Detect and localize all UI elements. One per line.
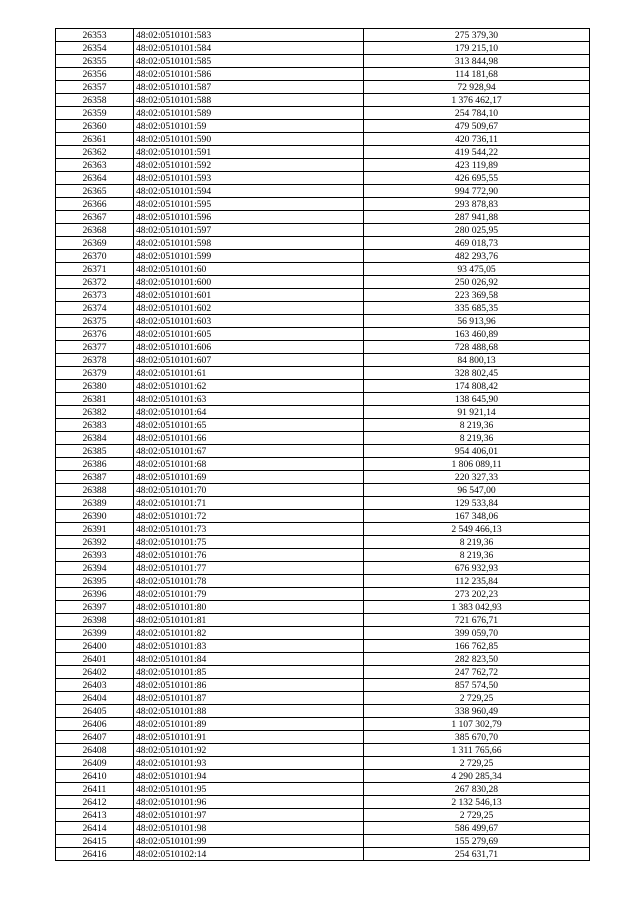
table-row [56, 796, 590, 809]
cadastral-value-cell: 223 369,58 [364, 289, 590, 302]
row-number-cell: 26400 [56, 640, 134, 653]
row-number-cell: 26370 [56, 250, 134, 263]
row-number-cell: 26408 [56, 744, 134, 757]
row-number-cell: 26389 [56, 497, 134, 510]
table-row [56, 81, 590, 94]
table-row [56, 666, 590, 679]
cadastral-value-cell: 174 808,42 [364, 380, 590, 393]
cadastral-number-cell: 48:02:0510101:81 [134, 614, 364, 627]
row-number-cell: 26395 [56, 575, 134, 588]
cadastral-value-cell: 84 800,13 [364, 354, 590, 367]
cadastral-value-cell: 2 729,25 [364, 757, 590, 770]
cadastral-value-cell: 72 928,94 [364, 81, 590, 94]
row-number-cell: 26383 [56, 419, 134, 432]
cadastral-value-cell: 954 406,01 [364, 445, 590, 458]
row-number-cell: 26391 [56, 523, 134, 536]
cadastral-number-cell: 48:02:0510101:67 [134, 445, 364, 458]
row-number-cell: 26411 [56, 783, 134, 796]
cadastral-number-cell: 48:02:0510101:586 [134, 68, 364, 81]
cadastral-value-cell: 280 025,95 [364, 224, 590, 237]
cadastral-number-cell: 48:02:0510101:92 [134, 744, 364, 757]
cadastral-number-cell: 48:02:0510101:585 [134, 55, 364, 68]
cadastral-number-cell: 48:02:0510101:73 [134, 523, 364, 536]
table-row [56, 185, 590, 198]
cadastral-value-cell: 254 784,10 [364, 107, 590, 120]
cadastral-number-cell: 48:02:0510101:78 [134, 575, 364, 588]
table-row [56, 263, 590, 276]
row-number-cell: 26378 [56, 354, 134, 367]
table-row [56, 211, 590, 224]
table-row [56, 783, 590, 796]
cadastral-value-cell: 250 026,92 [364, 276, 590, 289]
cadastral-number-cell: 48:02:0510101:94 [134, 770, 364, 783]
cadastral-value-cell: 8 219,36 [364, 536, 590, 549]
table-row [56, 692, 590, 705]
cadastral-number-cell: 48:02:0510101:70 [134, 484, 364, 497]
cadastral-number-cell: 48:02:0510101:59 [134, 120, 364, 133]
row-number-cell: 26414 [56, 822, 134, 835]
table-row [56, 29, 590, 42]
table-row [56, 120, 590, 133]
table-row [56, 614, 590, 627]
table-row [56, 809, 590, 822]
table-row [56, 731, 590, 744]
row-number-cell: 26356 [56, 68, 134, 81]
cadastral-number-cell: 48:02:0510101:595 [134, 198, 364, 211]
cadastral-value-cell: 1 107 302,79 [364, 718, 590, 731]
cadastral-number-cell: 48:02:0510101:594 [134, 185, 364, 198]
cadastral-number-cell: 48:02:0510101:87 [134, 692, 364, 705]
table-row [56, 42, 590, 55]
cadastral-number-cell: 48:02:0510101:96 [134, 796, 364, 809]
cadastral-number-cell: 48:02:0510101:65 [134, 419, 364, 432]
table-row [56, 289, 590, 302]
table-row [56, 432, 590, 445]
cadastral-number-cell: 48:02:0510101:89 [134, 718, 364, 731]
cadastral-number-cell: 48:02:0510101:71 [134, 497, 364, 510]
row-number-cell: 26357 [56, 81, 134, 94]
cadastral-number-cell: 48:02:0510101:591 [134, 146, 364, 159]
cadastral-number-cell: 48:02:0510101:606 [134, 341, 364, 354]
row-number-cell: 26402 [56, 666, 134, 679]
cadastral-number-cell: 48:02:0510101:597 [134, 224, 364, 237]
cadastral-value-cell: 138 645,90 [364, 393, 590, 406]
cadastral-value-cell: 2 729,25 [364, 809, 590, 822]
cadastral-value-cell: 728 488,68 [364, 341, 590, 354]
row-number-cell: 26364 [56, 172, 134, 185]
cadastral-value-cell: 338 960,49 [364, 705, 590, 718]
cadastral-number-cell: 48:02:0510101:587 [134, 81, 364, 94]
row-number-cell: 26359 [56, 107, 134, 120]
row-number-cell: 26363 [56, 159, 134, 172]
cadastral-value-cell: 167 348,06 [364, 510, 590, 523]
table-row [56, 679, 590, 692]
cadastral-value-cell: 287 941,88 [364, 211, 590, 224]
cadastral-number-cell: 48:02:0510101:88 [134, 705, 364, 718]
cadastral-value-cell: 385 670,70 [364, 731, 590, 744]
row-number-cell: 26388 [56, 484, 134, 497]
table-row [56, 406, 590, 419]
table-row [56, 770, 590, 783]
cadastral-number-cell: 48:02:0510101:583 [134, 29, 364, 42]
cadastral-number-cell: 48:02:0510101:80 [134, 601, 364, 614]
table-row [56, 822, 590, 835]
cadastral-number-cell: 48:02:0510101:79 [134, 588, 364, 601]
cadastral-number-cell: 48:02:0510101:60 [134, 263, 364, 276]
cadastral-number-cell: 48:02:0510101:83 [134, 640, 364, 653]
row-number-cell: 26386 [56, 458, 134, 471]
cadastral-value-cell: 479 509,67 [364, 120, 590, 133]
row-number-cell: 26405 [56, 705, 134, 718]
table-row [56, 562, 590, 575]
cadastral-value-cell: 586 499,67 [364, 822, 590, 835]
table-row [56, 68, 590, 81]
table-row [56, 159, 590, 172]
cadastral-value-cell: 282 823,50 [364, 653, 590, 666]
cadastral-number-cell: 48:02:0510101:69 [134, 471, 364, 484]
cadastral-number-cell: 48:02:0510101:593 [134, 172, 364, 185]
cadastral-value-cell: 91 921,14 [364, 406, 590, 419]
cadastral-number-cell: 48:02:0510101:84 [134, 653, 364, 666]
cadastral-number-cell: 48:02:0510101:77 [134, 562, 364, 575]
cadastral-number-cell: 48:02:0510101:588 [134, 94, 364, 107]
cadastral-value-cell: 56 913,96 [364, 315, 590, 328]
cadastral-number-cell: 48:02:0510101:95 [134, 783, 364, 796]
cadastral-value-cell: 4 290 285,34 [364, 770, 590, 783]
table-row [56, 224, 590, 237]
table-row [56, 341, 590, 354]
cadastral-number-cell: 48:02:0510101:603 [134, 315, 364, 328]
table-row [56, 588, 590, 601]
table-row [56, 354, 590, 367]
table-row [56, 835, 590, 848]
row-number-cell: 26372 [56, 276, 134, 289]
row-number-cell: 26374 [56, 302, 134, 315]
cadastral-value-cell: 112 235,84 [364, 575, 590, 588]
cadastral-value-cell: 114 181,68 [364, 68, 590, 81]
table-row [56, 302, 590, 315]
row-number-cell: 26401 [56, 653, 134, 666]
cadastral-value-cell: 1 806 089,11 [364, 458, 590, 471]
cadastral-number-cell: 48:02:0510101:598 [134, 237, 364, 250]
cadastral-number-cell: 48:02:0510101:590 [134, 133, 364, 146]
row-number-cell: 26406 [56, 718, 134, 731]
cadastral-value-table [55, 28, 590, 861]
cadastral-value-cell: 482 293,76 [364, 250, 590, 263]
cadastral-value-cell: 1 311 765,66 [364, 744, 590, 757]
row-number-cell: 26416 [56, 848, 134, 861]
cadastral-number-cell: 48:02:0510101:91 [134, 731, 364, 744]
cadastral-number-cell: 48:02:0510101:599 [134, 250, 364, 263]
table-row [56, 250, 590, 263]
row-number-cell: 26361 [56, 133, 134, 146]
row-number-cell: 26380 [56, 380, 134, 393]
table-row [56, 757, 590, 770]
row-number-cell: 26404 [56, 692, 134, 705]
table-row [56, 549, 590, 562]
cadastral-value-cell: 1 376 462,17 [364, 94, 590, 107]
cadastral-number-cell: 48:02:0510101:63 [134, 393, 364, 406]
row-number-cell: 26403 [56, 679, 134, 692]
cadastral-value-cell: 155 279,69 [364, 835, 590, 848]
cadastral-value-cell: 8 219,36 [364, 419, 590, 432]
row-number-cell: 26358 [56, 94, 134, 107]
table-row [56, 744, 590, 757]
cadastral-value-cell: 8 219,36 [364, 432, 590, 445]
row-number-cell: 26412 [56, 796, 134, 809]
table-row [56, 601, 590, 614]
row-number-cell: 26390 [56, 510, 134, 523]
row-number-cell: 26392 [56, 536, 134, 549]
table-row [56, 198, 590, 211]
cadastral-number-cell: 48:02:0510101:605 [134, 328, 364, 341]
row-number-cell: 26355 [56, 55, 134, 68]
cadastral-value-cell: 220 327,33 [364, 471, 590, 484]
cadastral-value-cell: 857 574,50 [364, 679, 590, 692]
table-row [56, 458, 590, 471]
table-row [56, 484, 590, 497]
cadastral-number-cell: 48:02:0510101:589 [134, 107, 364, 120]
row-number-cell: 26399 [56, 627, 134, 640]
row-number-cell: 26368 [56, 224, 134, 237]
row-number-cell: 26375 [56, 315, 134, 328]
table-row [56, 848, 590, 861]
cadastral-number-cell: 48:02:0510101:600 [134, 276, 364, 289]
cadastral-number-cell: 48:02:0510101:76 [134, 549, 364, 562]
cadastral-value-cell: 994 772,90 [364, 185, 590, 198]
table-row [56, 497, 590, 510]
cadastral-value-cell: 293 878,83 [364, 198, 590, 211]
table-row [56, 237, 590, 250]
cadastral-number-cell: 48:02:0510101:607 [134, 354, 364, 367]
cadastral-value-cell: 2 729,25 [364, 692, 590, 705]
row-number-cell: 26373 [56, 289, 134, 302]
cadastral-value-cell: 275 379,30 [364, 29, 590, 42]
row-number-cell: 26385 [56, 445, 134, 458]
table-row [56, 705, 590, 718]
table-row [56, 367, 590, 380]
row-number-cell: 26379 [56, 367, 134, 380]
row-number-cell: 26413 [56, 809, 134, 822]
table-body [56, 29, 590, 861]
cadastral-value-cell: 273 202,23 [364, 588, 590, 601]
row-number-cell: 26371 [56, 263, 134, 276]
cadastral-number-cell: 48:02:0510101:62 [134, 380, 364, 393]
cadastral-number-cell: 48:02:0510101:64 [134, 406, 364, 419]
row-number-cell: 26354 [56, 42, 134, 55]
table-row [56, 445, 590, 458]
table-row [56, 536, 590, 549]
cadastral-value-cell: 313 844,98 [364, 55, 590, 68]
cadastral-value-cell: 8 219,36 [364, 549, 590, 562]
row-number-cell: 26396 [56, 588, 134, 601]
table-row [56, 276, 590, 289]
row-number-cell: 26397 [56, 601, 134, 614]
cadastral-number-cell: 48:02:0510101:584 [134, 42, 364, 55]
row-number-cell: 26409 [56, 757, 134, 770]
row-number-cell: 26365 [56, 185, 134, 198]
row-number-cell: 26369 [56, 237, 134, 250]
cadastral-value-cell: 2 549 466,13 [364, 523, 590, 536]
row-number-cell: 26407 [56, 731, 134, 744]
cadastral-number-cell: 48:02:0510101:602 [134, 302, 364, 315]
cadastral-value-cell: 166 762,85 [364, 640, 590, 653]
table-row [56, 315, 590, 328]
row-number-cell: 26410 [56, 770, 134, 783]
cadastral-number-cell: 48:02:0510101:75 [134, 536, 364, 549]
cadastral-value-cell: 254 631,71 [364, 848, 590, 861]
row-number-cell: 26377 [56, 341, 134, 354]
cadastral-number-cell: 48:02:0510101:61 [134, 367, 364, 380]
cadastral-value-cell: 129 533,84 [364, 497, 590, 510]
cadastral-value-cell: 96 547,00 [364, 484, 590, 497]
table-row [56, 380, 590, 393]
cadastral-number-cell: 48:02:0510101:97 [134, 809, 364, 822]
cadastral-number-cell: 48:02:0510101:86 [134, 679, 364, 692]
row-number-cell: 26415 [56, 835, 134, 848]
row-number-cell: 26381 [56, 393, 134, 406]
table-row [56, 172, 590, 185]
table-row [56, 393, 590, 406]
table-row [56, 146, 590, 159]
table-row [56, 133, 590, 146]
table-row [56, 107, 590, 120]
row-number-cell: 26394 [56, 562, 134, 575]
cadastral-number-cell: 48:02:0510101:596 [134, 211, 364, 224]
table-row [56, 523, 590, 536]
table-row [56, 718, 590, 731]
cadastral-value-cell: 469 018,73 [364, 237, 590, 250]
cadastral-value-cell: 399 059,70 [364, 627, 590, 640]
cadastral-number-cell: 48:02:0510101:72 [134, 510, 364, 523]
cadastral-value-cell: 423 119,89 [364, 159, 590, 172]
cadastral-value-cell: 420 736,11 [364, 133, 590, 146]
cadastral-value-cell: 419 544,22 [364, 146, 590, 159]
cadastral-number-cell: 48:02:0510101:98 [134, 822, 364, 835]
row-number-cell: 26376 [56, 328, 134, 341]
table-row [56, 55, 590, 68]
cadastral-value-cell: 247 762,72 [364, 666, 590, 679]
row-number-cell: 26362 [56, 146, 134, 159]
row-number-cell: 26353 [56, 29, 134, 42]
cadastral-value-cell: 721 676,71 [364, 614, 590, 627]
row-number-cell: 26366 [56, 198, 134, 211]
cadastral-number-cell: 48:02:0510101:592 [134, 159, 364, 172]
cadastral-value-cell: 2 132 546,13 [364, 796, 590, 809]
row-number-cell: 26367 [56, 211, 134, 224]
cadastral-number-cell: 48:02:0510101:66 [134, 432, 364, 445]
row-number-cell: 26393 [56, 549, 134, 562]
table-row [56, 328, 590, 341]
row-number-cell: 26360 [56, 120, 134, 133]
cadastral-number-cell: 48:02:0510101:85 [134, 666, 364, 679]
cadastral-value-cell: 1 383 042,93 [364, 601, 590, 614]
cadastral-value-cell: 335 685,35 [364, 302, 590, 315]
table-row [56, 640, 590, 653]
cadastral-value-cell: 426 695,55 [364, 172, 590, 185]
cadastral-value-cell: 93 475,05 [364, 263, 590, 276]
cadastral-number-cell: 48:02:0510101:68 [134, 458, 364, 471]
cadastral-value-cell: 179 215,10 [364, 42, 590, 55]
cadastral-value-cell: 163 460,89 [364, 328, 590, 341]
table-row [56, 575, 590, 588]
cadastral-value-cell: 676 932,93 [364, 562, 590, 575]
cadastral-number-cell: 48:02:0510101:93 [134, 757, 364, 770]
table-row [56, 653, 590, 666]
row-number-cell: 26382 [56, 406, 134, 419]
row-number-cell: 26398 [56, 614, 134, 627]
table-row [56, 627, 590, 640]
table-row [56, 471, 590, 484]
row-number-cell: 26387 [56, 471, 134, 484]
row-number-cell: 26384 [56, 432, 134, 445]
table-row [56, 510, 590, 523]
table-row [56, 94, 590, 107]
cadastral-number-cell: 48:02:0510101:82 [134, 627, 364, 640]
cadastral-number-cell: 48:02:0510101:601 [134, 289, 364, 302]
cadastral-number-cell: 48:02:0510102:14 [134, 848, 364, 861]
table-row [56, 419, 590, 432]
cadastral-number-cell: 48:02:0510101:99 [134, 835, 364, 848]
cadastral-value-cell: 328 802,45 [364, 367, 590, 380]
cadastral-value-cell: 267 830,28 [364, 783, 590, 796]
